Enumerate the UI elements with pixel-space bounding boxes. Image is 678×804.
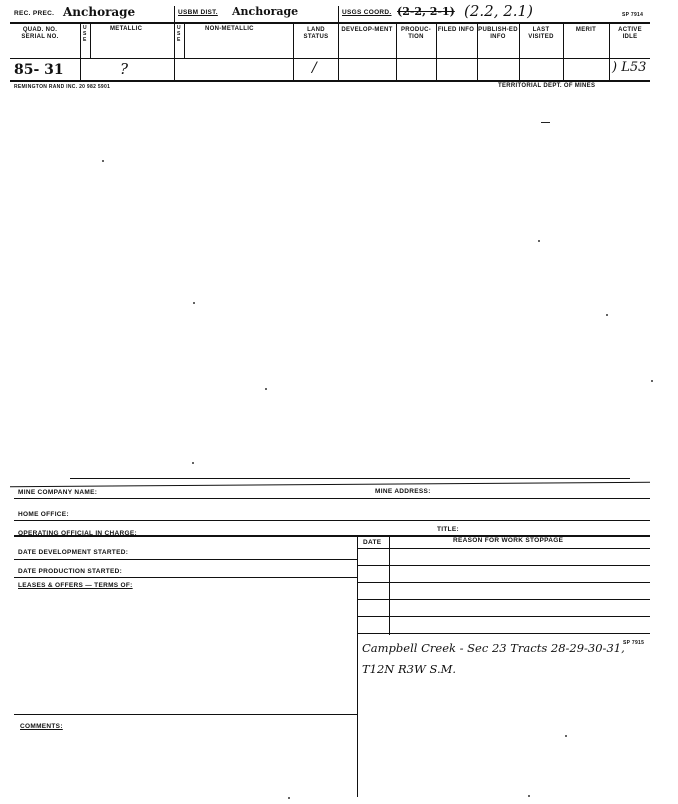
- rule: [357, 548, 650, 549]
- development-header: DEVELOP-MENT: [341, 27, 393, 33]
- merit-header: MERIT: [575, 27, 597, 33]
- form-code-bottom: SP 7915: [623, 640, 645, 646]
- scan-speck: [528, 795, 530, 797]
- non-metallic-header: NON-METALLIC: [205, 26, 254, 32]
- rec-prec-value: Anchorage: [63, 5, 136, 19]
- handwritten-note-line2: T12N R3W S.M.: [362, 662, 457, 676]
- header-row-rule: [10, 58, 650, 59]
- last-visited-header: LAST VISITED: [528, 27, 554, 40]
- footer-left: REMINGTON RAND INC. 20 982 5901: [14, 84, 111, 90]
- divider: [609, 23, 610, 81]
- use-right-header: U S E: [177, 25, 181, 43]
- rule: [357, 616, 650, 617]
- rec-prec-label: REC. PREC.: [14, 10, 55, 17]
- metallic-value: ?: [120, 60, 129, 78]
- serial-no-header: SERIAL NO.: [21, 34, 59, 40]
- comments-label: COMMENTS:: [20, 723, 63, 730]
- scan-speck: [538, 240, 540, 242]
- usgs-coord-value: (2.2, 2.1): [464, 2, 533, 20]
- home-office-label: HOME OFFICE:: [18, 511, 69, 518]
- reason-header: REASON FOR WORK STOPPAGE: [453, 537, 564, 544]
- divider: [80, 23, 81, 81]
- usgs-coord-crossed: (2-2, 2-1): [397, 5, 455, 18]
- usgs-coord-label: USGS COORD.: [342, 9, 392, 16]
- scan-speck: [651, 380, 653, 382]
- rule: [14, 714, 357, 715]
- scan-mark: [541, 122, 550, 123]
- land-status-header: LAND STATUS: [303, 27, 329, 40]
- bottom-top-rule: [70, 478, 630, 479]
- active-idle-value: ) L53: [612, 60, 647, 75]
- quad-serial-header: [14, 27, 66, 41]
- land-status-value: /: [312, 60, 317, 76]
- rule: [357, 633, 650, 634]
- date-production-label: DATE PRODUCTION STARTED:: [18, 568, 123, 575]
- usbm-dist-value: Anchorage: [232, 5, 299, 18]
- active-idle-header: ACTIVE IDLE: [618, 27, 642, 40]
- date-development-label: DATE DEVELOPMENT STARTED:: [18, 549, 129, 556]
- rule: [14, 520, 650, 521]
- operating-official-label: OPERATING OFFICIAL IN CHARGE:: [18, 530, 137, 537]
- divider: [338, 6, 339, 81]
- form-code-top: SP 7914: [622, 12, 644, 18]
- scan-speck: [193, 302, 195, 304]
- production-header: PRODUC-TION: [400, 27, 432, 40]
- center-divider: [357, 535, 358, 797]
- rule: [357, 599, 650, 600]
- metallic-header: METALLIC: [110, 26, 143, 32]
- scan-speck: [102, 160, 104, 162]
- published-info-header: PUBLISH-ED INFO: [478, 27, 518, 40]
- rule: [14, 559, 357, 560]
- leases-offers-label: LEASES & OFFERS — TERMS OF:: [18, 582, 133, 589]
- quad-serial-value: 85- 31: [14, 62, 64, 78]
- date-column-divider: [389, 535, 390, 635]
- mine-company-name-label: MINE COMPANY NAME:: [18, 489, 98, 496]
- date-header: DATE: [363, 539, 382, 546]
- rule: [357, 582, 650, 583]
- scan-speck: [565, 735, 567, 737]
- usbm-dist-label: USBM DIST.: [178, 9, 218, 16]
- divider: [293, 23, 294, 81]
- scan-speck: [606, 314, 608, 316]
- scan-speck: [265, 388, 267, 390]
- quad-no-header: QUAD. NO.: [22, 27, 58, 33]
- title-label: TITLE:: [437, 526, 460, 533]
- bottom-second-rule: [10, 482, 650, 487]
- rule: [14, 577, 357, 578]
- rule: [14, 498, 650, 499]
- use-left-header: U S E: [83, 25, 87, 43]
- mine-address-label: MINE ADDRESS:: [375, 488, 431, 495]
- scan-speck: [288, 797, 290, 799]
- top-rule: [10, 22, 650, 24]
- filed-info-header: FILED INFO: [437, 27, 475, 33]
- footer-right: TERRITORIAL DEPT. OF MINES: [498, 83, 596, 89]
- scan-speck: [192, 462, 194, 464]
- rule: [357, 565, 650, 566]
- value-row-rule: [10, 80, 650, 82]
- divider: [184, 23, 185, 58]
- divider: [174, 6, 175, 81]
- handwritten-note-line1: Campbell Creek - Sec 23 Tracts 28-29-30-31,: [362, 641, 625, 655]
- divider: [90, 23, 91, 58]
